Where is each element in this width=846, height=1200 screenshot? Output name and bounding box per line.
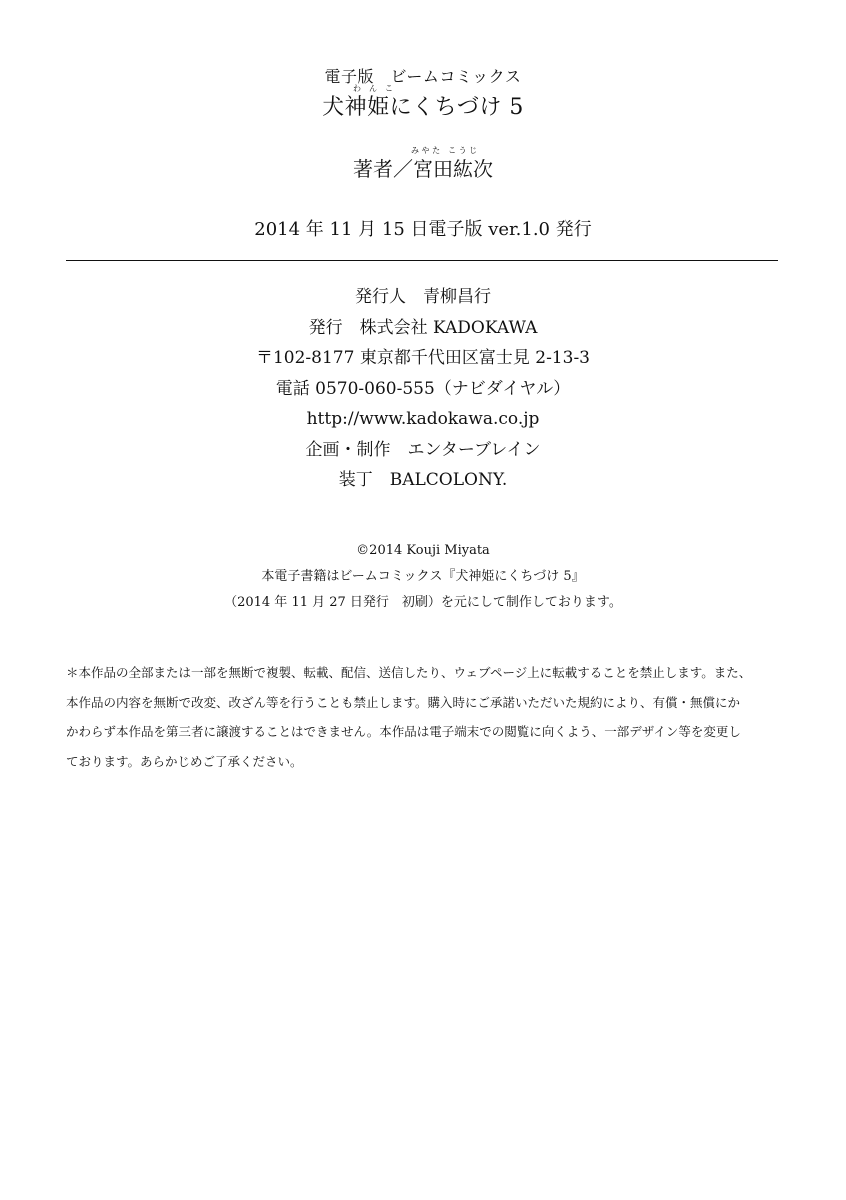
- book-design: 装丁 BALCOLONY.: [338, 470, 508, 490]
- author-block: [0, 146, 846, 182]
- source-date-line: （2014 年 11 月 27 日発行 初刷）を元にして制作しております。: [224, 595, 622, 610]
- author-ruby: [0, 146, 846, 156]
- publisher-phone: 電話 0570-060-555（ナビダイヤル）: [275, 378, 571, 399]
- copyright-notice: [0, 538, 846, 616]
- planning-production: 企画・制作 エンターブレイン: [305, 439, 541, 460]
- source-edition-line: 本電子書籍はビームコミックス『犬神姫にくちづけ 5』: [261, 569, 585, 584]
- publisher-address: 〒102-8177 東京都千代田区富士見 2-13-3: [255, 348, 590, 368]
- author-name: 著者／宮田紘次: [353, 157, 493, 181]
- colophon-details: [0, 282, 846, 496]
- book-title: 犬神姫にくちづけ 5: [322, 95, 524, 120]
- title-ruby-text: わ ん こ: [353, 84, 393, 93]
- series-label: 電子版 ビームコミックス: [324, 67, 522, 86]
- title-block: [0, 84, 846, 122]
- publication-date: 2014 年 11 月 15 日電子版 ver.1.0 発行: [254, 219, 592, 240]
- usage-disclaimer: [66, 658, 778, 776]
- disclaimer-line: ております。あらかじめご了承ください。: [66, 753, 303, 769]
- disclaimer-line: 本作品の内容を無断で改変、改ざん等を行うことも禁止します。購入時にご承諾いただいた規約により、有償・無償にか: [66, 694, 741, 710]
- divider-line: [66, 260, 778, 261]
- publisher-person: 発行人 青柳昌行: [355, 287, 491, 307]
- publisher-company: 発行 株式会社 KADOKAWA: [308, 317, 538, 338]
- publisher-url: http://www.kadokawa.co.jp: [306, 409, 540, 429]
- copyright-line: ©2014 Kouji Miyata: [356, 543, 490, 558]
- disclaimer-line: かわらず本作品を第三者に譲渡することはできません。本作品は電子端末での閲覧に向くよう、一部デザイン等を変更し: [66, 724, 741, 739]
- disclaimer-line: ＊本作品の全部または一部を無断で複製、転載、配信、送信したり、ウェブページ上に転載することを禁止します。また、: [66, 665, 752, 680]
- author-ruby-text: み や た こ う じ: [411, 146, 478, 155]
- title-ruby: [0, 84, 846, 94]
